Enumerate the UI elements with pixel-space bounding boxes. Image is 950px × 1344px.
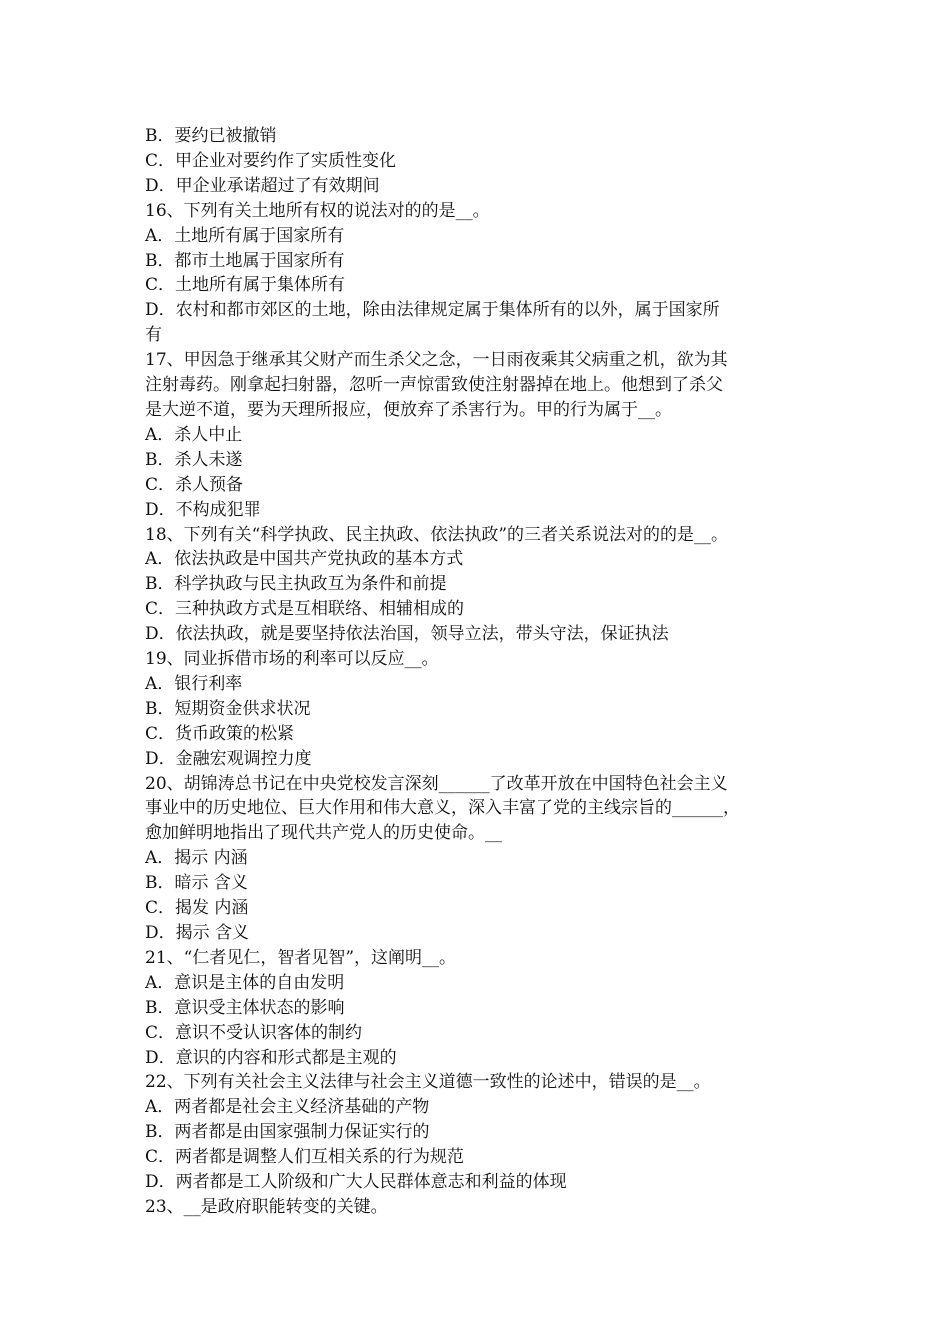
text-line: D．不构成犯罪 [145, 499, 261, 520]
text-line: D．农村和都市郊区的土地，除由法律规定属于集体所有的以外，属于国家所 [145, 300, 720, 321]
text-line: C．货币政策的松紧 [145, 723, 295, 744]
text-line: B．短期资金供求状况 [145, 698, 311, 719]
question-20: 20、胡锦涛总书记在中央党校发言深刻______了改革开放在中国特色社会主义 [145, 773, 728, 794]
text-line: B．两者都是由国家强制力保证实行的 [145, 1122, 430, 1143]
text-line: C．揭发 内涵 [145, 898, 249, 919]
text-line: C．三种执政方式是互相联络、相辅相成的 [145, 599, 465, 620]
text-line: A．土地所有属于国家所有 [145, 225, 345, 246]
text-line: A．银行利率 [145, 673, 243, 694]
question-18: 18、下列有关“科学执政、民主执政、依法执政”的三者关系说法对的的是__。 [145, 524, 729, 545]
text-line: B．要约已被撤销 [145, 126, 277, 146]
text-line: B．意识受主体状态的影响 [145, 997, 345, 1018]
text-line: 注射毒药。刚拿起扫射器，忽听一声惊雷致使注射器掉在地上。他想到了杀父 [145, 375, 723, 396]
text-line: B．都市土地属于国家所有 [145, 250, 345, 271]
question-16: 16、下列有关土地所有权的说法对的的是__。 [145, 200, 490, 221]
text-line: 愈加鲜明地指出了现代共产党人的历史使命。__ [145, 823, 502, 844]
question-19: 19、同业拆借市场的利率可以反应__。 [145, 649, 439, 670]
text-line: D．甲企业承诺超过了有效期间 [145, 175, 380, 196]
text-line: D．依法执政，就是要坚持依法治国，领导立法，带头守法，保证执法 [145, 624, 669, 645]
text-line: B．暗示 含义 [145, 873, 248, 894]
text-line: 是大逆不道，要为天理所报应，便放弃了杀害行为。甲的行为属于__。 [145, 399, 672, 420]
question-23: 23、__是政府职能转变的关键。 [145, 1196, 388, 1217]
text-line: C．土地所有属于集体所有 [145, 275, 346, 296]
text-line: A．两者都是社会主义经济基础的产物 [145, 1097, 430, 1118]
text-line: C．甲企业对要约作了实质性变化 [145, 150, 397, 171]
text-line: A．意识是主体的自由发明 [145, 972, 345, 993]
text-line: A．揭示 内涵 [145, 848, 248, 869]
text-line: C．杀人预备 [145, 474, 244, 495]
text-line: D．金融宏观调控力度 [145, 748, 312, 769]
text-line: 事业中的历史地位、巨大作用和伟大意义，深入丰富了党的主线宗旨的______， [145, 798, 740, 819]
document-text [145, 124, 817, 1220]
question-22: 22、下列有关社会主义法律与社会主义道德一致性的论述中，错误的是__。 [145, 1072, 711, 1093]
text-line: A．依法执政是中国共产党执政的基本方式 [145, 549, 464, 570]
text-line: B．科学执政与民主执政互为条件和前提 [145, 574, 447, 595]
text-line: C．意识不受认识客体的制约 [145, 1022, 363, 1043]
question-21: 21、“仁者见仁，智者见智”，这阐明__。 [145, 947, 457, 968]
text-line: D．两者都是工人阶级和广大人民群体意志和利益的体现 [145, 1172, 567, 1193]
text-line: D．意识的内容和形式都是主观的 [145, 1047, 397, 1068]
text-line: B．杀人未遂 [145, 449, 243, 470]
text-line: C．两者都是调整人们互相关系的行为规范 [145, 1147, 465, 1168]
text-line: D．揭示 含义 [145, 923, 250, 943]
question-17: 17、甲因急于继承其父财产而生杀父之念，一日雨夜乘其父病重之机，欲为其 [145, 350, 728, 371]
text-line: 有 [145, 325, 162, 346]
text-line: A．杀人中止 [145, 424, 243, 445]
